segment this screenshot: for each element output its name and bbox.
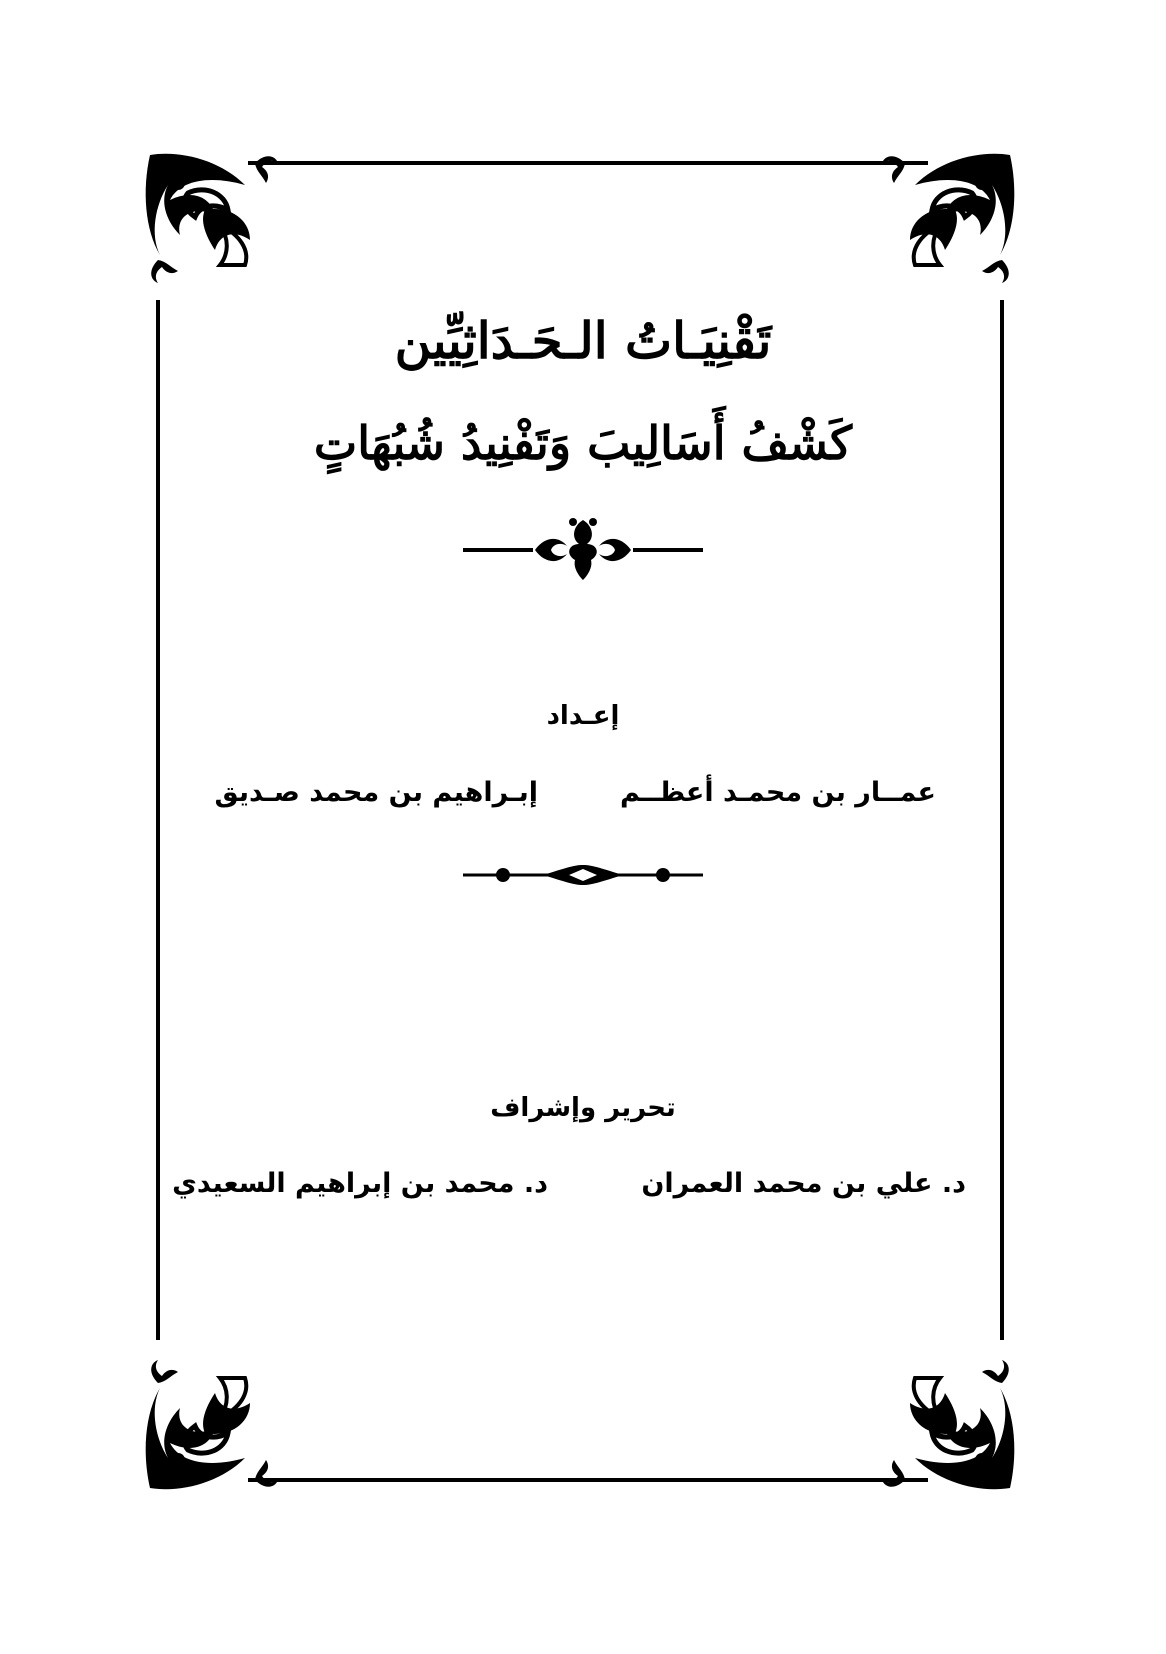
editor-name: د. علي بن محمد العمران	[641, 1168, 966, 1199]
prepared-by-label: إعـداد	[546, 701, 620, 731]
editor-name: د. محمد بن إبراهيم السعيدي	[172, 1168, 548, 1199]
author-name: عمــار بن محمـد أعظــم	[619, 777, 936, 808]
editing-label: تحرير وإشراف	[490, 1093, 676, 1123]
corner-ornament-top-left	[146, 154, 278, 283]
floral-divider	[463, 518, 703, 580]
corner-ornament-bottom-left	[146, 1360, 278, 1489]
diamond-dot-divider	[463, 865, 703, 885]
book-title: تَقْنِيَـاتُ الـحَـدَاثِيِّين	[394, 311, 772, 370]
corner-ornament-bottom-right	[882, 1360, 1014, 1489]
author-name: إبـراهيم بن محمد صـديق	[214, 777, 538, 808]
book-subtitle: كَشْفُ أَسَالِيبَ وَتَفْنِيدُ شُبُهَاتٍ	[313, 416, 853, 470]
corner-ornament-top-right	[882, 154, 1014, 283]
